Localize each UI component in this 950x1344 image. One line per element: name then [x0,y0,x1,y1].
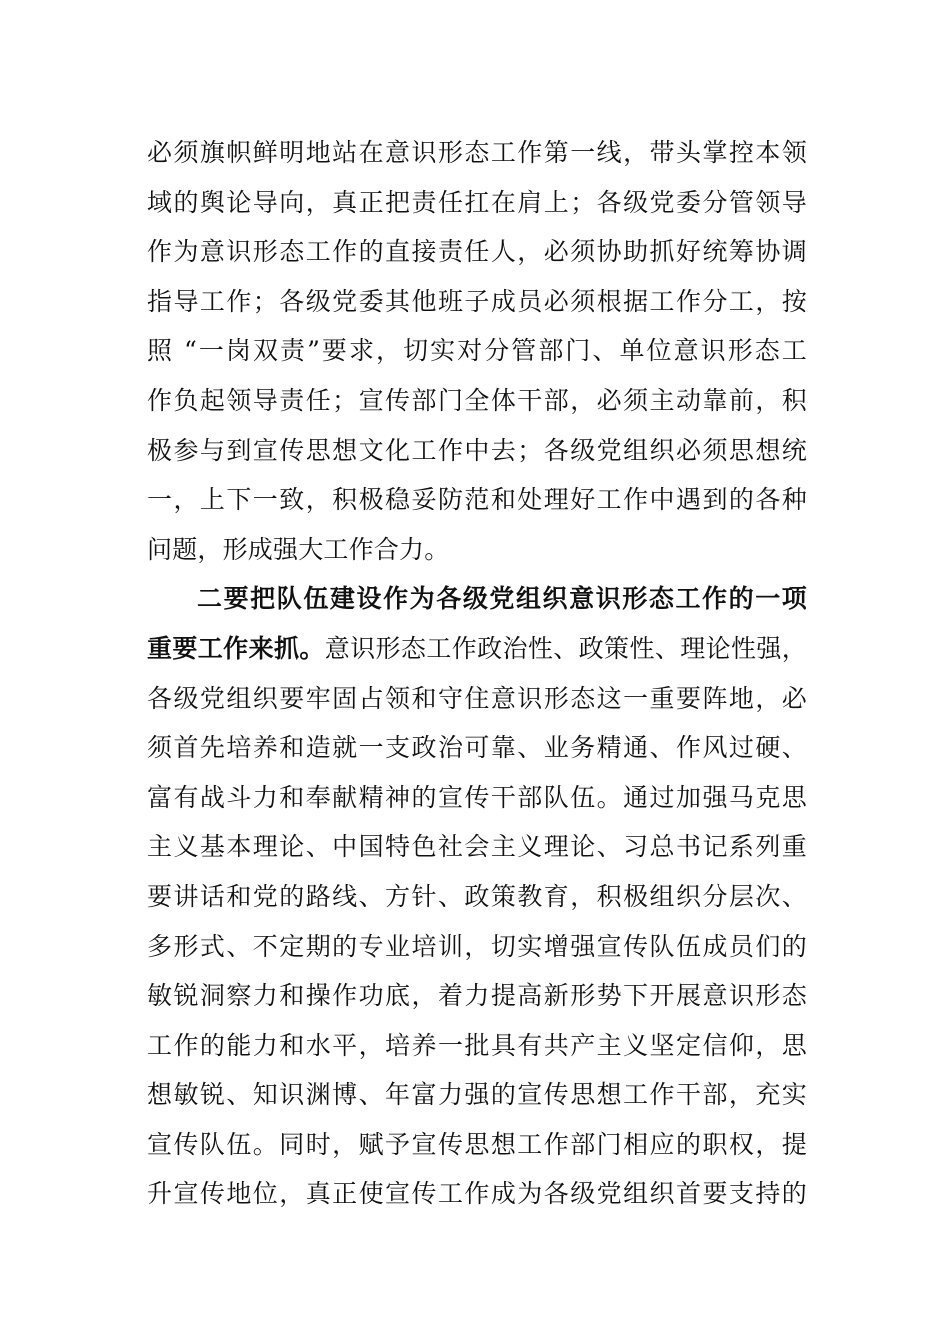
paragraph-1-line-7: 极参与到宣传思想文化工作中去；各级党组织必须思想统 [147,435,807,465]
paragraph-2-heading-part-1: 二要把队伍建设作为各级党组织意识形态工作的一项 [197,584,807,614]
paragraph-2-line-10: 工作的能力和水平，培养一批具有共产主义坚定信仰，思 [147,1030,807,1060]
paragraph-1-line-1: 必须旗帜鲜明地站在意识形态工作第一线，带头掌控本领 [147,138,807,167]
paragraph-1-line-2: 域的舆论导向，真正把责任扛在肩上；各级党委分管领导 [147,187,807,217]
paragraph-1-line-9: 问题，形成强大工作合力。 [147,534,450,564]
paragraph-1 [147,128,807,574]
paragraph-2-line-11: 想敏锐、知识渊博、年富力强的宣传思想工作干部，充实 [147,1080,807,1110]
document-body [147,128,807,1219]
paragraph-2-line-13: 升宣传地位，真正使宣传工作成为各级党组织首要支持的 [147,1179,807,1209]
paragraph-2-line-12: 宣传队伍。同时，赋予宣传思想工作部门相应的职权，提 [147,1129,807,1159]
paragraph-2-line-3: 各级党组织要牢固占领和守住意识形态这一重要阵地，必 [147,683,807,713]
paragraph-1-line-3: 作为意识形态工作的直接责任人，必须协助抓好统筹协调 [147,237,807,267]
paragraph-1-line-4: 指导工作；各级党委其他班子成员必须根据工作分工，按 [147,286,807,316]
paragraph-1-line-5: 照 “一岗双责”要求，切实对分管部门、单位意识形态工 [147,336,807,366]
paragraph-2-line-8: 多形式、不定期的专业培训，切实增强宣传队伍成员们的 [147,931,807,961]
paragraph-2-line-7: 要讲话和党的路线、方针、政策教育，积极组织分层次、 [147,881,807,911]
paragraph-2-line-5: 富有战斗力和奉献精神的宣传干部队伍。通过加强马克思 [147,782,807,812]
paragraph-2 [147,574,807,1219]
paragraph-1-line-8: 一，上下一致，积极稳妥防范和处理好工作中遇到的各种 [147,485,807,515]
paragraph-2-heading-part-2: 重要工作来抓。 [147,633,325,663]
paragraph-2-line-9: 敏锐洞察力和操作功底，着力提高新形势下开展意识形态 [147,981,807,1011]
paragraph-2-line-1 [147,574,807,624]
paragraph-2-line-2 [147,624,807,674]
paragraph-1-line-6: 作负起领导责任；宣传部门全体干部，必须主动靠前，积 [147,385,807,415]
paragraph-2-line-6: 主义基本理论、中国特色社会主义理论、习总书记系列重 [147,832,807,862]
paragraph-2-line-2-text: 意识形态工作政治性、政策性、理论性强， [324,633,807,663]
paragraph-2-line-4: 须首先培养和造就一支政治可靠、业务精通、作风过硬、 [147,733,807,763]
